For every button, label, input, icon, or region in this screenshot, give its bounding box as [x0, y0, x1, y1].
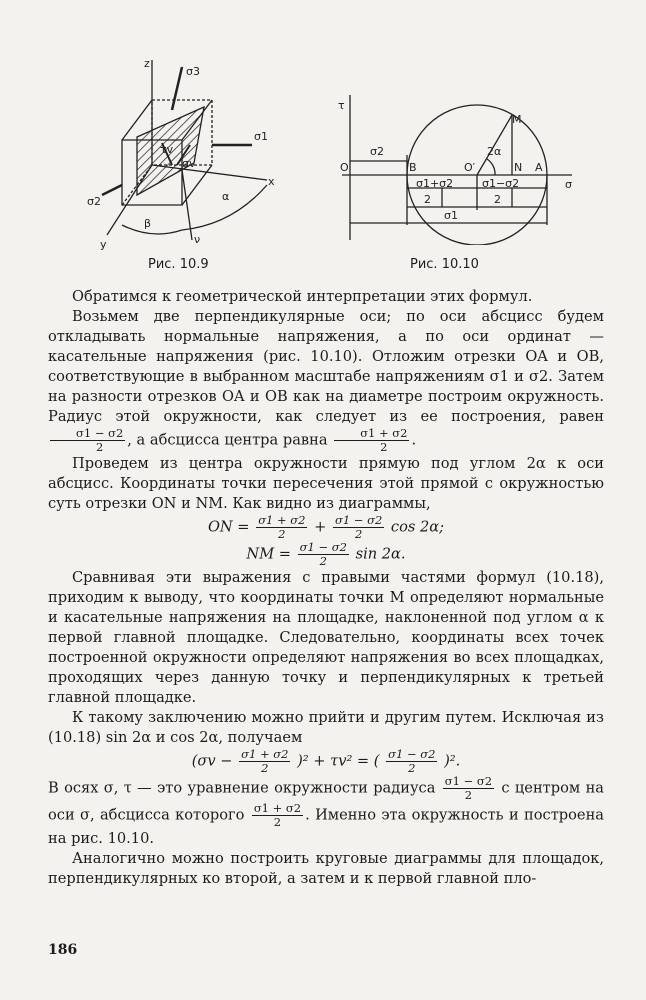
- paragraph-3: Проведем из центра окружности прямую под углом 2α к оси абсцисс. Координаты точки пересечения этой прямой с окружностью суть отрезки ON и NM. Как видно из диаграммы,: [48, 455, 604, 512]
- fig10-label-Oprime: O′: [464, 161, 476, 174]
- fig10-label-s1ps2: σ1+σ2: [416, 177, 454, 190]
- fig9-label-alpha: α: [222, 190, 230, 203]
- equation-circle: (σv − $\frac{\sigma 1 + \sigma 2}{2}$ )² + τv² = ( $\frac{\sigma 1 - \sigma 2}{2}$ )².: [191, 747, 461, 775]
- fig9-label-nu: ν: [194, 233, 201, 246]
- fig9-label-z: z: [144, 57, 150, 70]
- fig10-label-sigma: σ: [565, 178, 572, 191]
- fig9-caption: Рис. 10.9: [148, 257, 209, 272]
- fig9-label-y: y: [100, 238, 107, 251]
- fig10-label-A: A: [535, 161, 543, 174]
- fig10-label-tau: τ: [338, 99, 345, 112]
- fig10-label-N: N: [514, 161, 523, 174]
- fig9-label-beta: β: [144, 217, 152, 230]
- fig9-label-tv: τv: [160, 143, 174, 156]
- fig10-label-M: M: [512, 113, 522, 126]
- figure-10-10: [332, 95, 582, 245]
- equation-NM: NM = $\frac{\sigma 1 - \sigma 2}{2}$ sin 2α.: [246, 540, 406, 568]
- fig9-label-sv: σv: [182, 157, 196, 170]
- paragraph-2: Возьмем две перпендикулярные оси; по оси абсцисс будем откладывать нормальные напряжения, а по оси ординат — касательные напряжения (рис. 10.10). Отложим отрезки OA и OB, соответствующие в выбранном масштабе напряжениям σ1 и σ2. Затем на разности отрезков OA и OB как на диаметре построим окружность. Радиус этой окружности, как следует из ее построения, равен $\frac{\sigma 1 - \sigma 2}{2}$ , а абсцисса центра равна $\frac{\sigma 1 + \sigma 2}{2}$ .: [48, 308, 604, 454]
- page-number: 186: [48, 942, 78, 958]
- fig10-label-B: B: [409, 161, 417, 174]
- fig9-label-s1: σ1: [254, 130, 268, 143]
- fig10-label-two1: 2: [424, 193, 431, 206]
- paragraph-7: Аналогично можно построить круговые диаграммы для площадок, перпендикулярных ко второй, а затем и к первой главной пло-: [48, 850, 604, 887]
- paragraph-6: В осях σ, τ — это уравнение окружности радиуса $\frac{\sigma 1 - \sigma 2}{2}$ с центром на оси σ, абсцисса которого $\frac{\sigma 1 + \sigma 2}{2}$ . Именно эта окружность и построена на рис. 10.10.: [48, 774, 604, 847]
- paragraph-1: Обратимся к геометрической интерпретации этих формул.: [72, 288, 533, 305]
- paragraph-5: К такому заключению можно прийти и другим путем. Исключая из (10.18) sin 2α и cos 2α, получаем: [48, 709, 604, 746]
- fig10-label-2alpha: 2α: [487, 145, 502, 158]
- fig10-label-s1ms2: σ1−σ2: [482, 177, 520, 190]
- fig10-caption: Рис. 10.10: [410, 257, 479, 272]
- fig10-label-two2: 2: [494, 193, 501, 206]
- paragraph-4: Сравнивая эти выражения с правыми частями формул (10.18), приходим к выводу, что координаты точки M определяют нормальные и касательные напряжения на площадке, наклоненной под углом α к первой главной площадке. Следовательно, координаты всех точек построенной окружности определяют напряжения во всех площадках, проходящих через данную точку и перпендикулярных к третьей главной площадке.: [48, 569, 604, 706]
- fig9-label-x: x: [268, 175, 275, 188]
- body-text: [48, 287, 604, 889]
- fig10-label-s2: σ2: [370, 145, 384, 158]
- equation-ON: ON = $\frac{\sigma 1 + \sigma 2}{2}$ + $\frac{\sigma 1 - \sigma 2}{2}$ cos 2α;: [207, 513, 445, 541]
- fig9-label-s2: σ2: [87, 195, 101, 208]
- fig10-label-O: O: [340, 161, 349, 174]
- fig10-label-s1: σ1: [444, 209, 458, 222]
- figure-10-9: [82, 55, 292, 255]
- fig9-label-s3: σ3: [186, 65, 200, 78]
